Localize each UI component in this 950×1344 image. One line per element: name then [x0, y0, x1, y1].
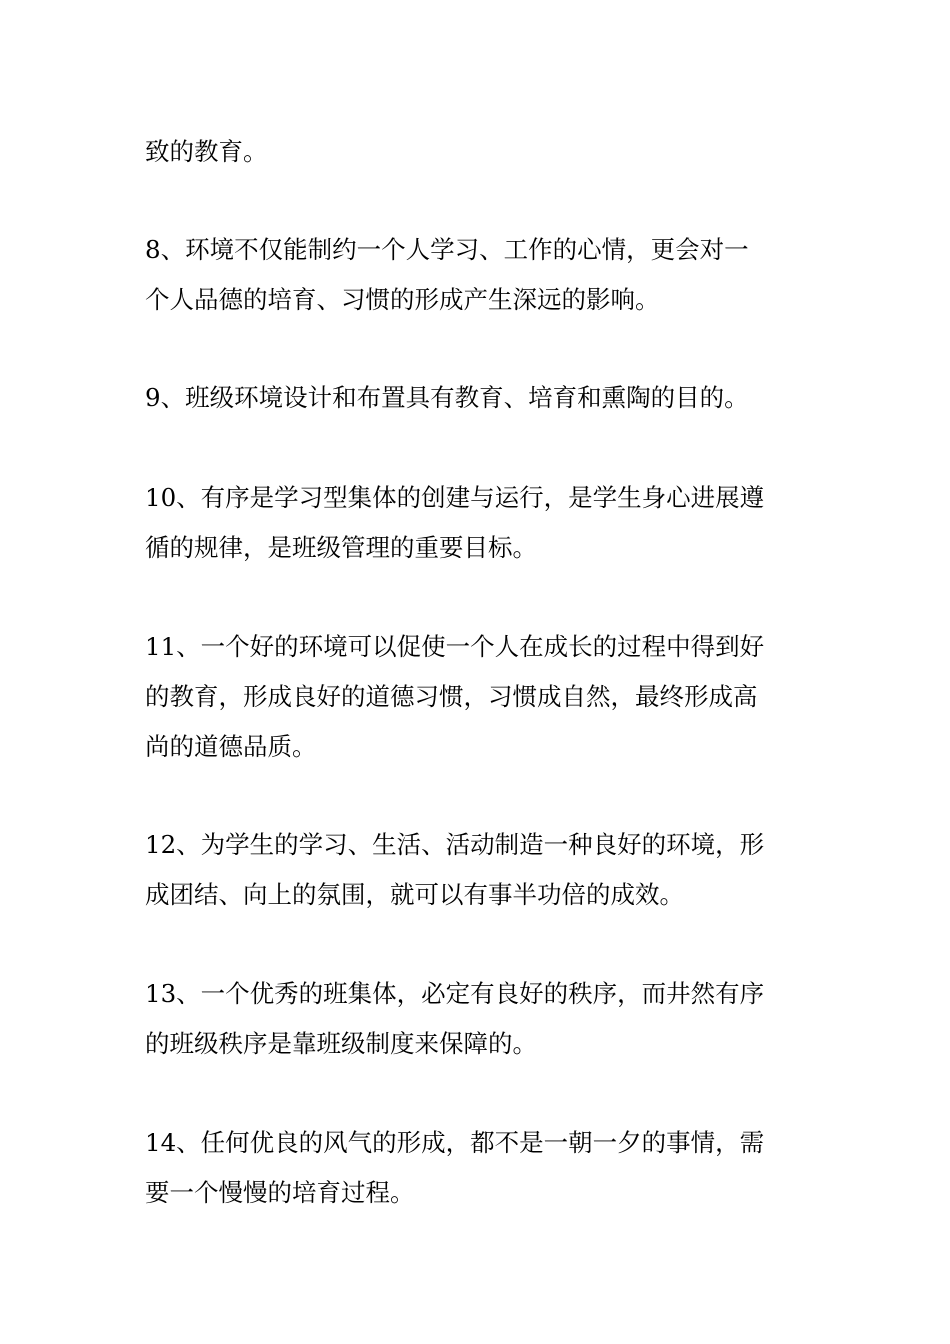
paragraph-line: 9、班级环境设计和布置具有教育、培育和熏陶的目的。 — [145, 383, 749, 412]
paragraph-line: 8、环境不仅能制约一个人学习、工作的心情，更会对一 — [145, 235, 749, 264]
paragraph-line: 12、为学生的学习、生活、活动制造一种良好的环境，形 — [145, 830, 765, 859]
paragraph-line: 成团结、向上的氛围，就可以有事半功倍的成效。 — [145, 880, 684, 909]
paragraph-item-10 — [145, 473, 815, 573]
paragraph-continuation — [145, 127, 815, 177]
paragraph-item-9 — [145, 373, 815, 423]
paragraph-item-11 — [145, 622, 815, 772]
paragraph-line: 个人品德的培育、习惯的形成产生深远的影响。 — [145, 285, 660, 314]
paragraph-line: 10、有序是学习型集体的创建与运行，是学生身心进展遵 — [145, 483, 765, 512]
paragraph-line: 尚的道德品质。 — [145, 732, 317, 761]
paragraph-line: 要一个慢慢的培育过程。 — [145, 1178, 415, 1207]
paragraph-line: 的教育，形成良好的道德习惯，习惯成自然，最终形成高 — [145, 682, 758, 711]
paragraph-item-13 — [145, 969, 815, 1069]
paragraph-line: 14、任何优良的风气的形成，都不是一朝一夕的事情，需 — [145, 1128, 765, 1157]
paragraph-line: 11、一个好的环境可以促使一个人在成长的过程中得到好 — [145, 632, 765, 661]
paragraph-item-14 — [145, 1118, 815, 1218]
paragraph-line: 13、一个优秀的班集体，必定有良好的秩序，而井然有序 — [145, 979, 765, 1008]
paragraph-line: 致的教育。 — [145, 137, 268, 166]
paragraph-item-12 — [145, 820, 815, 920]
paragraph-item-8 — [145, 225, 815, 325]
paragraph-line: 循的规律，是班级管理的重要目标。 — [145, 533, 537, 562]
paragraph-line: 的班级秩序是靠班级制度来保障的。 — [145, 1029, 537, 1058]
